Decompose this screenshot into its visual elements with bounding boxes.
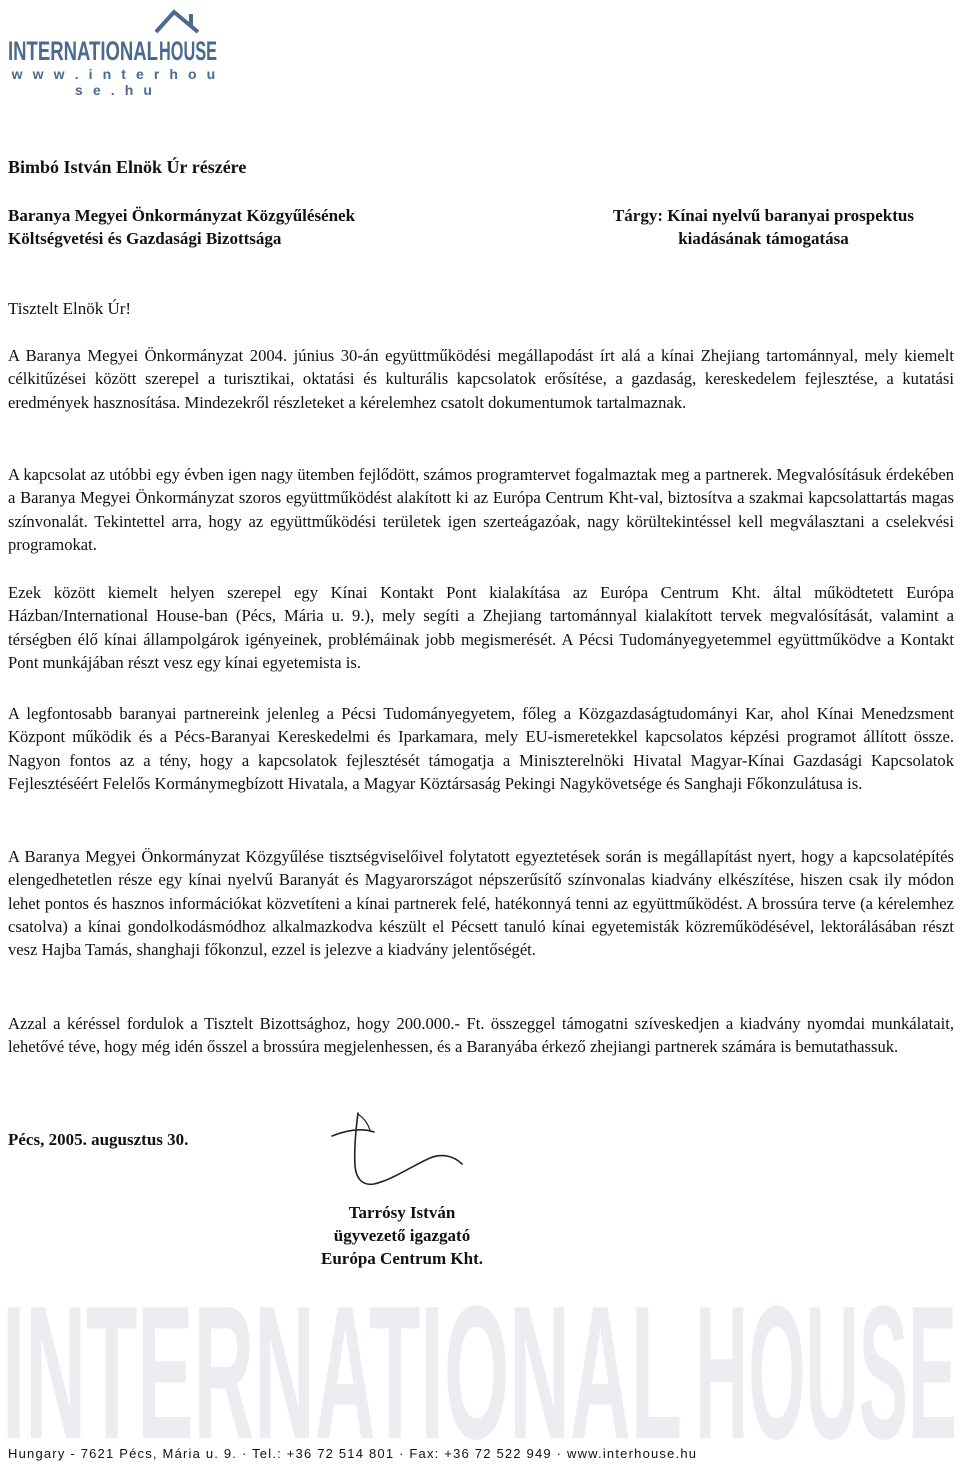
salutation: Tisztelt Elnök Úr! [8,299,132,318]
signer-block [297,1201,507,1270]
svg-text:INTERNATIONAL: INTERNATIONAL [2,1268,682,1446]
svg-text:HOUSE: HOUSE [695,1268,957,1446]
address-line-2: Költségvetési és Gazdasági Bizottsága [8,229,282,248]
signer-title: ügyvezető igazgató [333,1226,471,1245]
place-and-date: Pécs, 2005. augusztus 30. [8,1130,189,1149]
signer-name: Tarrósy István [348,1203,456,1222]
subject-block [613,204,914,250]
watermark-logo [0,1268,960,1446]
body-paragraph-3: Ezek között kiemelt helyen szerepel egy Kínai Kontakt Pont kialakítása az Európa Centrum Kht. által működtetett Európa Házban/International House-ban (Pécs, Mária u. 9.), mely segíti a Zhejiang tartománnyal kialakított tervek megvalósítását, valamint a térségben élő kínai állampolgárok igényeinek, problémáinak jobb megismerését. A Pécsi Tudományegyetemmel együttműködve a Kontakt Pont munkájában részt vesz egy kínai egyetemista is. [8,583,954,672]
logo-word-house: HOUSE [159,36,217,66]
body-paragraph-1: A Baranya Megyei Önkormányzat 2004. június 30-án együttműködési megállapodást írt alá a kínai Zhejiang tartománnyal, mely kiemelt célkitűzései között szerepel a turisztikai, oktatási és kulturális kapcsolatok erősítése, a gazdaság, kereskedelem fejlesztése, a kutatási eredmények hasznosítása. Mindezekről részleteket a kérelemhez csatolt dokumentumok tartalmaznak. [8,346,954,412]
recipient-address [8,204,355,250]
footer-contact-line: Hungary - 7621 Pécs, Mária u. 9. · Tel.: +36 72 514 801 · Fax: +36 72 522 949 · www.interhouse.hu [8,1446,698,1461]
address-line-1: Baranya Megyei Önkormányzat Közgyűlésének [8,206,356,225]
body-paragraph-2: A kapcsolat az utóbbi egy évben igen nagy ütemben fejlődött, számos programtervet fogalmaztak meg a partnerek. Megvalósításuk érdekében a Baranya Megyei Önkormányzat szoros együttműködést alakított ki az Európa Centrum Kht-val, biztosítva a szakmai kapcsolattartás magas színvonalát. Tekintettel arra, hogy az együttműködési területek igen szerteágazóak, nagy körültekintéssel kell megválasztani a cselekvési programokat. [8,465,954,554]
body-paragraph-6: Azzal a kéréssel fordulok a Tisztelt Bizottsághoz, hogy 200.000.- Ft. összeggel támogatni szíveskedjen a kiadvány nyomdai munkálatait, lehetővé téve, hogy még idén ősszel a brossúra megjelenhessen, és a Baranyába érkező zhejiangi partnerek számára is bemutathassuk. [8,1014,954,1057]
body-paragraph-4: A legfontosabb baranyai partnereink jelenleg a Pécsi Tudományegyetem, főleg a Közgazdaságtudományi Kar, ahol Kínai Menedzsment Központ működik és a Pécs-Baranyai Kereskedelmi és Iparkamara, mely EU-ismeretekkel kapcsolatos képzési programot állított össze. Nagyon fontos az a tény, hogy a kapcsolatok fejlesztését támogatja a Miniszterelnöki Hivatal Magyar-Kínai Gazdasági Kapcsolatok Fejlesztéséért Felelős Kormánymegbízott Hivatala, a Magyar Köztársaság Pekingi Nagykövetsége és Sanghaji Főkonzulátusa is. [8,704,954,793]
body-paragraph-5: A Baranya Megyei Önkormányzat Közgyűlése tisztségviselőivel folytatott egyeztetések során is megállapítást nyert, hogy a kapcsolatépítés elengedhetetlen része egy kínai nyelvű Baranyát és Magyarországot népszerűsítő színvonalas kiadvány elkészítése, hiszen csak ily módon lehet pontos és hasznos információkat közvetíteni a kínai partnerek felé, hatékonnyá tenni az együttműködést. A brossúra terve (a kérelemhez csatolva) a kínai gondolkodásmódhoz alkalmazkodva készült el Pécsett tanuló kínai egyetemisták közreműködésével, lektorálásában részt vesz Hajba Tamás, shanghaji főkonzul, ezzel is jelezve a kiadvány jelentőségét. [8,847,954,960]
logo [6,4,221,98]
subject-line-2: kiadásának támogatása [678,229,849,248]
international-house-logo-mark [6,4,221,68]
recipient-line: Bimbó István Elnök Úr részére [8,157,247,177]
handwritten-signature [322,1108,482,1193]
signer-organization: Európa Centrum Kht. [321,1249,483,1268]
subject-line-1: Tárgy: Kínai nyelvű baranyai prospektus [612,206,914,225]
logo-word-international: INTERNATIONAL [8,36,158,66]
logo-url: w w w . i n t e r h o u s e . h u [11,66,219,98]
